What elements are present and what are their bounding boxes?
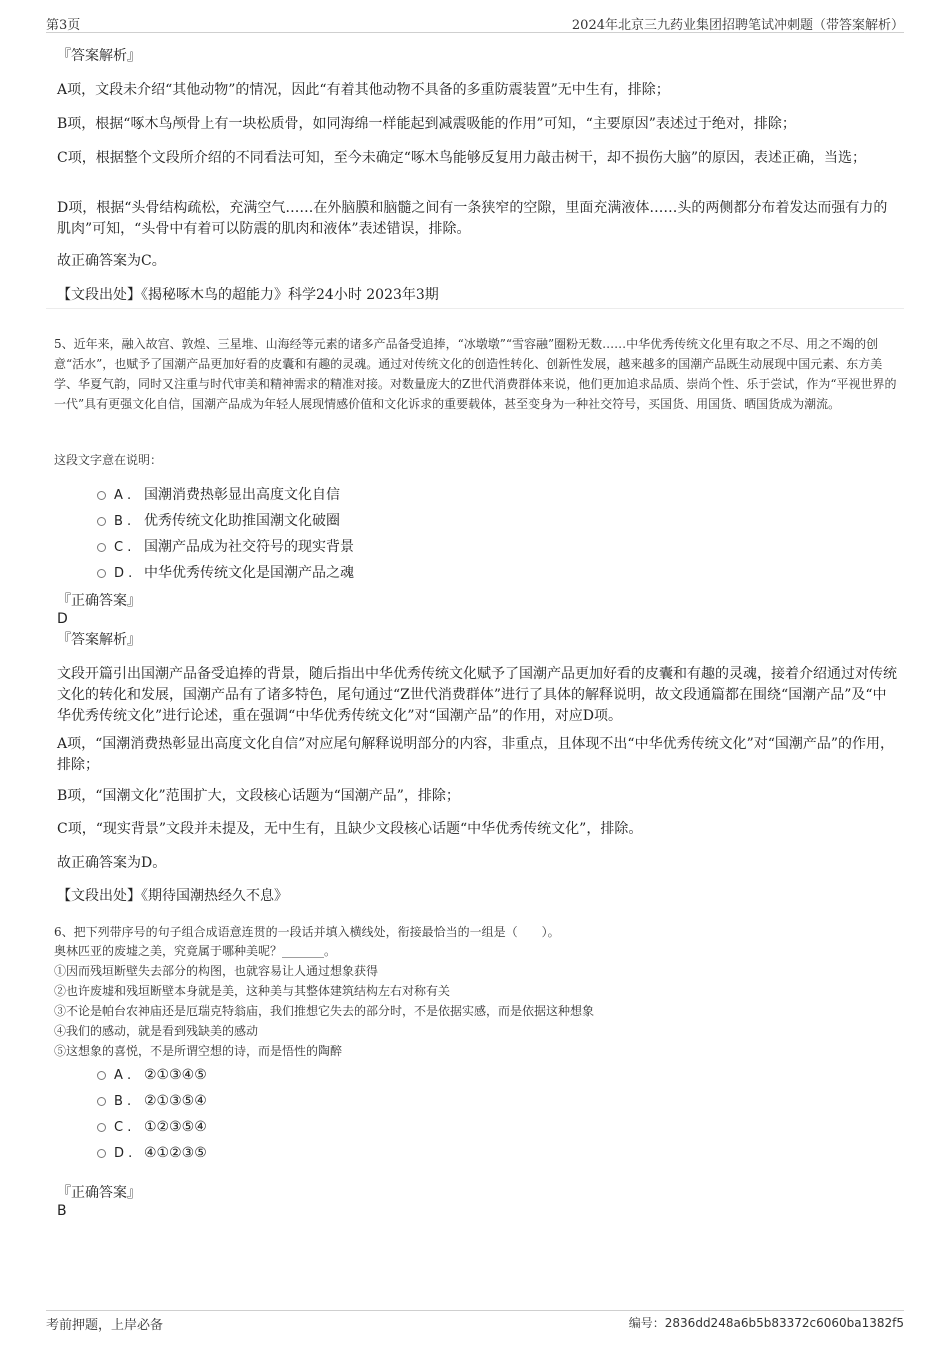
radio-circle-icon[interactable] <box>97 1071 106 1080</box>
q6-option-a[interactable]: A . ②①③④⑤ <box>97 1065 207 1086</box>
q6-option-b[interactable]: B . ②①③⑤④ <box>97 1091 207 1112</box>
page-number: 第3页 <box>46 18 81 33</box>
radio-circle-icon[interactable] <box>97 543 106 552</box>
radio-circle-icon[interactable] <box>97 491 106 500</box>
q6-stem: 6、把下列带序号的句子组合成语意连贯的一段话并填入横线处，衔接最恰当的一组是（ ）。 <box>54 925 560 939</box>
q6-option-c[interactable]: C . ①②③⑤④ <box>97 1117 207 1138</box>
q4-analysis-c: C项，根据整个文段所介绍的不同看法可知，至今未确定“啄木鸟能够反复用力敲击树干，却不损伤大脑”的原因，表述正确，当选； <box>57 150 867 166</box>
q4-analysis-b: B项，根据“啄木鸟颅骨上有一块松质骨，如同海绵一样能起到减震吸能的作用”可知，“主要原因”表述过于绝对，排除； <box>57 116 796 132</box>
document-code: 编号：2836dd248a6b5b83372c6060ba1382f5 <box>628 1316 904 1330</box>
radio-circle-icon[interactable] <box>97 1123 106 1132</box>
radio-circle-icon[interactable] <box>97 569 106 578</box>
q5-answer-label: 『正确答案』 <box>57 593 141 609</box>
q5-analysis-label: 『答案解析』 <box>57 632 141 648</box>
q6-sentence-5: ⑤这想象的喜悦，不是所谓空想的诗，而是悟性的陶醉 <box>54 1044 343 1058</box>
q6-option-d[interactable]: D . ④①②③⑤ <box>97 1143 207 1164</box>
radio-circle-icon[interactable] <box>97 1097 106 1106</box>
q5-source: 【文段出处】《期待国潮热经久不息》 <box>57 888 288 904</box>
document-title: 2024年北京三九药业集团招聘笔试冲刺题（带答案解析） <box>571 18 904 33</box>
q5-option-c[interactable]: C . 国潮产品成为社交符号的现实背景 <box>97 537 354 558</box>
footer-slogan: 考前押题，上岸必备 <box>46 1318 164 1333</box>
q5-prompt: 这段文字意在说明： <box>54 453 163 467</box>
q6-answer-label: 『正确答案』 <box>57 1185 141 1201</box>
radio-circle-icon[interactable] <box>97 1149 106 1158</box>
q6-sentence-1: ①因而残垣断壁失去部分的构图，也就容易让人通过想象获得 <box>54 964 379 978</box>
q6-sentence-4: ④我们的感动，就是看到残缺美的感动 <box>54 1024 259 1038</box>
header-divider <box>46 32 904 33</box>
q5-analysis-a: A项，“国潮消费热彰显出高度文化自信”对应尾句解释说明部分的内容，非重点，且体现不出“中华优秀传统文化”对“国潮产品”的作用，排除； <box>57 736 895 773</box>
q5-analysis-b: B项，“国潮文化”范围扩大，文段核心话题为“国潮产品”，排除； <box>57 788 460 804</box>
q4-source: 【文段出处】《揭秘啄木鸟的超能力》科学24小时 2023年3期 <box>57 287 439 303</box>
radio-circle-icon[interactable] <box>97 517 106 526</box>
q5-option-a[interactable]: A . 国潮消费热彰显出高度文化自信 <box>97 485 340 506</box>
q4-conclusion: 故正确答案为C。 <box>57 253 166 269</box>
q5-answer: D <box>57 611 68 627</box>
q6-lead: 奥林匹亚的废墟之美，究竟属于哪种美呢？_______。 <box>54 944 337 958</box>
question-divider <box>46 308 904 309</box>
q5-option-d[interactable]: D . 中华优秀传统文化是国潮产品之魂 <box>97 563 354 584</box>
q5-option-b[interactable]: B . 优秀传统文化助推国潮文化破圈 <box>97 511 340 532</box>
q5-analysis-c: C项，“现实背景”文段并未提及，无中生有，且缺少文段核心话题“中华优秀传统文化”，排除。 <box>57 821 643 837</box>
q6-answer: B <box>57 1203 67 1219</box>
q4-analysis-a: A项，文段未介绍“其他动物”的情况，因此“有着其他动物不具备的多重防震装置”无中生有，排除； <box>57 82 670 98</box>
q4-analysis-d: D项，根据“头骨结构疏松，充满空气……在外脑膜和脑髓之间有一条狭窄的空隙，里面充满液体……头的两侧都分布着发达而强有力的肌肉”可知，“头骨中有着可以防震的肌肉和液体”表述错误，排除。 <box>57 200 888 237</box>
q6-sentence-2: ②也许废墟和残垣断壁本身就是美，这种美与其整体建筑结构左右对称有关 <box>54 984 451 998</box>
footer-divider <box>46 1310 904 1311</box>
q5-conclusion: 故正确答案为D。 <box>57 855 167 871</box>
q6-sentence-3: ③不论是帕台农神庙还是厄瑞克特翁庙，我们推想它失去的部分时，不是依据实感，而是依据这种想象 <box>54 1004 595 1018</box>
q4-analysis-label: 『答案解析』 <box>57 48 141 64</box>
q5-analysis-main: 文段开篇引出国潮产品备受追捧的背景，随后指出中华优秀传统文化赋予了国潮产品更加好看的皮囊和有趣的灵魂，接着介绍通过对传统文化的转化和发展，国潮产品有了诸多特色，尾句通过“Z世代消费群体”进行了具体的解释说明，故文段通篇都在围绕“国潮产品”及“中华优秀传统文化”进行论述，重在强调“中华优秀传统文化”对“国潮产品”的作用，对应D项。 <box>57 666 897 724</box>
q5-stem: 5、近年来，融入故宫、敦煌、三星堆、山海经等元素的诸多产品备受追捧，“冰墩墩”“雪容融”圈粉无数……中华优秀传统文化里有取之不尽、用之不竭的创意“活水”，也赋予了国潮产品更加好看的皮囊和有趣的灵魂。通过对传统文化的创造性转化、创新性发展，越来越多的国潮产品既生动展现中国元素、东方美学、华夏气韵，同时又注重与时代审美和精神需求的精准对接。对数量庞大的Z世代消费群体来说，他们更加追求品质、崇尚个性、乐于尝试，作为“平视世界的一代”具有更强文化自信，国潮产品成为年轻人展现情感价值和文化诉求的重要载体，甚至变身为一种社交符号，买国货、用国货、晒国货成为潮流。 <box>54 337 897 411</box>
